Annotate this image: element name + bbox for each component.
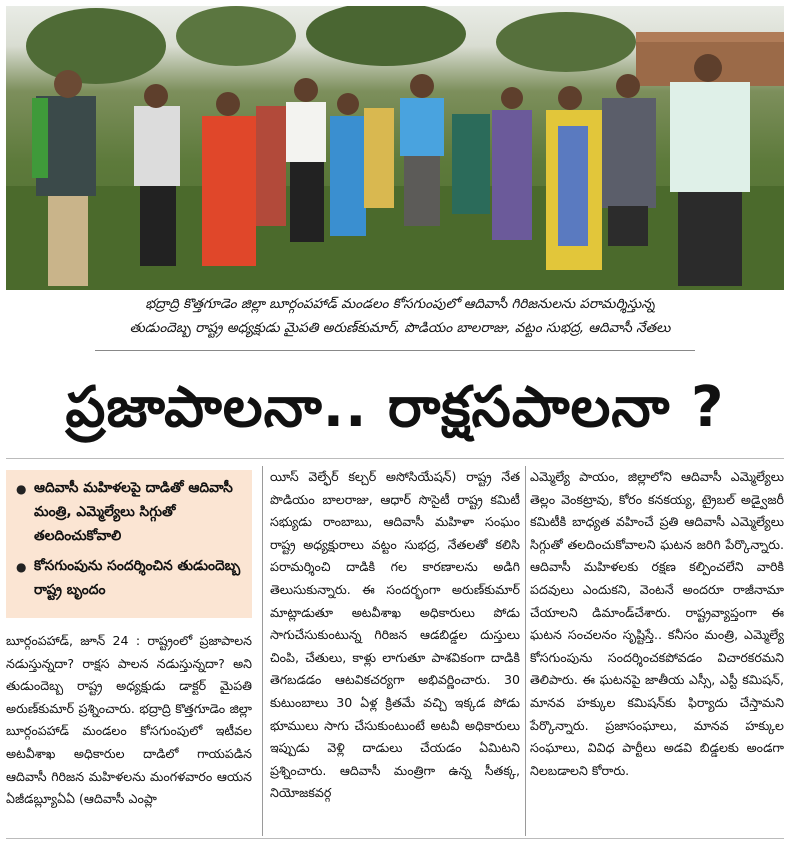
headline: ప్రజాపాలనా.. రాక్షసపాలనా ? [65, 375, 725, 440]
highlight-item: కోసగుంపును సందర్శించిన తుడుందెబ్బ రాష్ట్ర బృందం [34, 558, 241, 598]
news-photo [6, 6, 784, 290]
article-column-1: బూర్గంపహాడ్, జూన్ 24 : రాష్ట్రంలో ప్రజాపాలన నడుస్తున్నదా? రాక్షస పాలన నడుస్తున్నదా? అని తుడుందెబ్బ రాష్ట్ర అధ్యక్షుడు డాక్టర్ మైపతి అరుణ్‌కుమార్ ప్రశ్నించారు. భద్రాద్రి కొత్తగూడెం జిల్లా బూర్గంపహాడ్ మండలం కోసగుంపులో ఇటీవల అటవీశాఖ అధికారుల దాడిలో గాయపడిన ఆదివాసీ గిరిజన మహిళలను మంగళవారం ఆయన ఏజీడబ్ల్యూఏఏ (ఆదివాసీ ఎంప్లా [6, 633, 252, 807]
article-column-3: ఎమ్మెల్యే పాయం, జిల్లాలోని ఆదివాసీ ఎమ్మెల్యేలు తెల్లం వెంకట్రావు, కోరం కనకయ్య, ట్రైబల్ అడ్వైజరీ కమిటీకి బాధ్యత వహించే ప్రతి ఆదివాసీ ఎమ్మెల్యేలు సిగ్గుతో తలదించుకోవాలని ఘటన జరిగి పేర్కొన్నారు. ఆదివాసీ మహిళలకు రక్షణ కల్పించలేని వారికి పదవులు ఎందుకని, వెంటనే అందరూ రాజీనామా చేయాలని డిమాండ్‌చేశారు. రాష్ట్రవ్యాప్తంగా ఈ ఘటన సంచలనం సృష్టిస్తే.. కనీసం మంత్రి, ఎమ్మెల్యే కోసగుంపును సందర్శించకపోవడం విచారకరమని తెలిపారు. ఈ ఘటనపై జాతీయ ఎస్సీ, ఎస్టీ కమిషన్, మానవ హక్కుల కమిషన్‌కు ఫిర్యాదు చేస్తామని పేర్కొన్నారు. ప్రజాసంఘాలు, మానవ హక్కుల సంఘాలు, వివిధ పార్టీలు అడవి బిడ్డలకు అండగా నిలబడాలని కోరారు. [530, 469, 784, 778]
caption-line-2: తుడుందెబ్బ రాష్ట్ర అధ్యక్షుడు మైపతి అరుణ్‌కుమార్, పొడియం బాలరాజు, వట్టం సుభద్ర, ఆదివాసీ నేతలు [129, 320, 671, 336]
article-top-divider [6, 458, 784, 459]
bullet-icon: ● [16, 560, 27, 574]
column-divider [525, 466, 526, 836]
highlight-item: ఆదివాసీ మహిళలపై దాడితో ఆదివాసీ మంత్రి, ఎమ్మెల్యేలు సిగ్గుతో తలదించుకోవాలి [34, 480, 233, 544]
photo-caption [40, 292, 760, 340]
article-column-2: యీస్ వెల్ఫేర్ కల్చర్ అసోసియేషన్) రాష్ట్ర నేత పొడియం బాలరాజు, ఆధార్ సొసైటీ రాష్ట్ర కమిటీ సభ్యుడు రాంబాబు, ఆదివాసీ మహిళా సంఘం రాష్ట్ర అధ్యక్షురాలు వట్టం సుభద్ర, నేతలతో కలిసి పరామర్శించి దాడికి గల కారణాలను అడిగి తెలుసుకున్నారు. ఈ సందర్భంగా అరుణ్‌కుమార్ మాట్లాడుతూ అటవీశాఖ అధికారులు పోడు సాగుచేసుకుంటున్న గిరిజన ఆడబిడ్డల దుస్తులు చింపి, చేతులు, కాళ్లు లాగుతూ పాశవికంగా దాడికి తెగబడడం ఆటవికచర్యగా అభివర్ణించారు. 30 కుటుంబాలు 30 ఏళ్ల క్రితమే వచ్చి ఇక్కడ పోడు భూములు సాగు చేసుకుంటుంటే అటవీ అధికారులు ఇప్పుడు వెళ్లి దాడులు చేయడం ఏమిటని ప్రశ్నించారు. ఆదివాసీ మంత్రిగా ఉన్న సీతక్క, నియోజకవర్గ [270, 469, 520, 801]
column-divider [262, 466, 263, 836]
caption-divider [95, 350, 695, 351]
article-bottom-divider [6, 838, 784, 839]
bullet-icon: ● [16, 482, 27, 496]
caption-line-1: భద్రాద్రి కొత్తగూడెం జిల్లా బూర్గంపహాడ్ మండలం కోసగుంపులో ఆదివాసీ గిరిజనులను పరామర్శిస్తున్న [145, 296, 655, 312]
highlights-box [6, 470, 252, 618]
group-photo-icon [6, 6, 784, 290]
